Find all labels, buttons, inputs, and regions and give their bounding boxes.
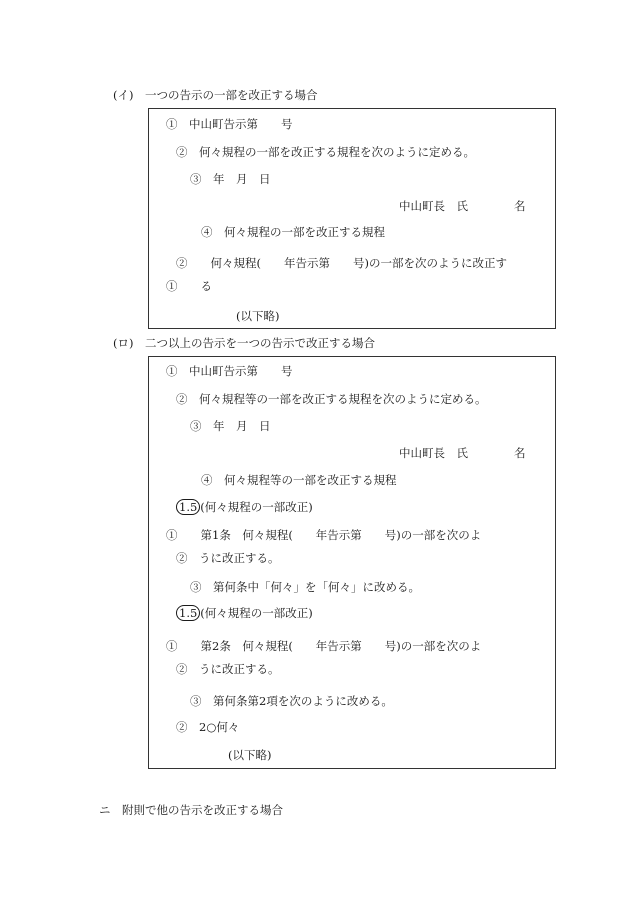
enactment-statement: ② 何々規程等の一部を改正する規程を次のように定める。 (176, 392, 487, 406)
article-1-continuation: ② うに改正する。 (176, 551, 280, 565)
article-caption-2 (176, 605, 313, 621)
section-b-heading: (ロ) 二つ以上の告示を一つの告示で改正する場合 (113, 336, 375, 350)
article-1-line: ① 第1条 何々規程( 年告示第 号)の一部を次のよ (166, 528, 482, 542)
spacing-oval-label: 1.5 (176, 499, 200, 515)
date-line: ③ 年 月 日 (190, 172, 271, 186)
omitted-note: (以下略) (236, 309, 280, 323)
amendment-text-line: ② 何々規程( 年告示第 号)の一部を次のように改正す (176, 256, 507, 270)
amendment-text-continuation: ① る (166, 279, 212, 293)
regulation-title: ④ 何々規程等の一部を改正する規程 (201, 473, 397, 487)
article-2-amendment: ③ 第何条第2項を次のように改める。 (190, 694, 393, 708)
article-caption-1 (176, 499, 313, 515)
mayor-signature-line: 中山町長 氏 名 (399, 446, 526, 460)
omitted-note: (以下略) (228, 748, 272, 762)
notice-number-line: ① 中山町告示第 号 (166, 117, 293, 131)
article-2-continuation: ② うに改正する。 (176, 662, 280, 676)
article-caption-text: (何々規程の一部改正) (200, 500, 313, 514)
spacing-oval-label: 1.5 (176, 605, 200, 621)
article-2-line: ① 第2条 何々規程( 年告示第 号)の一部を次のよ (166, 639, 482, 653)
notice-number-line: ① 中山町告示第 号 (166, 364, 293, 378)
date-line: ③ 年 月 日 (190, 419, 271, 433)
regulation-title: ④ 何々規程の一部を改正する規程 (201, 225, 385, 239)
section-a-heading: (イ) 一つの告示の一部を改正する場合 (113, 88, 318, 102)
mayor-signature-line: 中山町長 氏 名 (399, 199, 526, 213)
section-c-heading: ニ 附則で他の告示を改正する場合 (99, 803, 283, 817)
article-1-amendment: ③ 第何条中「何々」を「何々」に改める。 (190, 580, 420, 594)
paragraph-2-line: ② 2○何々 (176, 720, 240, 734)
section-a-example-box (148, 108, 556, 329)
enactment-statement: ② 何々規程の一部を改正する規程を次のように定める。 (176, 145, 475, 159)
article-caption-text: (何々規程の一部改正) (200, 606, 313, 620)
